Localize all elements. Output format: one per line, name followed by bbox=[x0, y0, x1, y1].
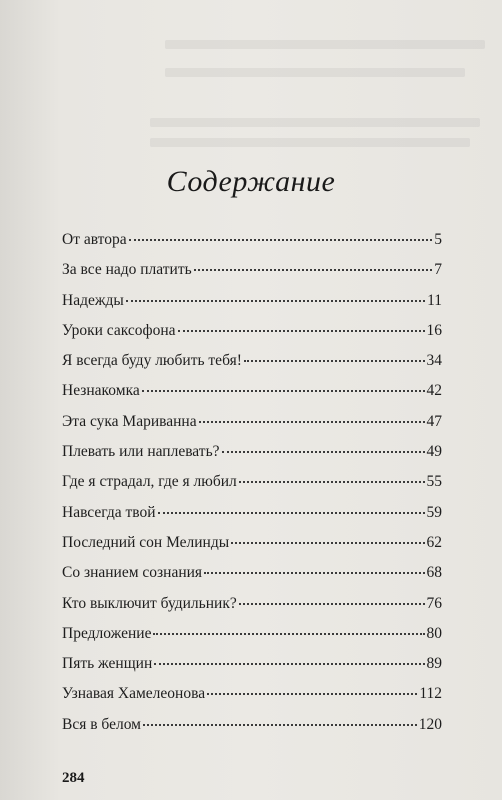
toc-entry[interactable] bbox=[62, 412, 442, 442]
dot-leader bbox=[153, 633, 424, 635]
toc-entry[interactable] bbox=[62, 260, 442, 290]
toc-entry-title: Со знанием сознания bbox=[62, 564, 203, 582]
toc-entry-title: Эта сука Мариванна bbox=[62, 412, 197, 430]
toc-entry-page: 112 bbox=[419, 685, 442, 703]
toc-entry-page: 49 bbox=[426, 443, 442, 461]
toc-entry-title: Узнавая Хамелеонова bbox=[62, 685, 206, 703]
toc-entry-page: 89 bbox=[426, 655, 442, 673]
toc-entry-page: 7 bbox=[434, 261, 442, 279]
show-through-line bbox=[165, 40, 485, 49]
dot-leader bbox=[142, 390, 425, 392]
toc-entry[interactable] bbox=[62, 230, 442, 260]
dot-leader bbox=[129, 239, 433, 241]
dot-leader bbox=[222, 451, 425, 453]
toc-entry[interactable] bbox=[62, 503, 442, 533]
dot-leader bbox=[199, 421, 425, 423]
toc-entry-title: Вся в белом bbox=[62, 715, 141, 733]
toc-entry-title: От автора bbox=[62, 231, 127, 248]
toc-entry[interactable] bbox=[62, 321, 442, 351]
dot-leader bbox=[239, 603, 425, 605]
toc-entry-title: Последний сон Мелинды bbox=[62, 533, 230, 551]
toc-entry-title: Где я страдал, где я любил bbox=[62, 473, 237, 491]
toc-entry[interactable] bbox=[62, 594, 442, 624]
show-through-line bbox=[165, 68, 465, 77]
toc-entry[interactable] bbox=[62, 563, 442, 593]
toc-entry[interactable] bbox=[62, 472, 442, 502]
toc-entry[interactable] bbox=[62, 351, 442, 381]
dot-leader bbox=[154, 663, 424, 665]
toc-entry[interactable] bbox=[62, 533, 442, 563]
table-of-contents bbox=[62, 230, 442, 745]
toc-entry[interactable] bbox=[62, 381, 442, 411]
dot-leader bbox=[207, 693, 417, 695]
toc-entry-title: Незнакомка bbox=[62, 382, 140, 400]
dot-leader bbox=[239, 481, 425, 483]
toc-entry-title: Пять женщин bbox=[62, 655, 153, 673]
toc-entry[interactable] bbox=[62, 684, 442, 714]
toc-entry-page: 59 bbox=[426, 503, 442, 521]
toc-entry-page: 80 bbox=[426, 624, 442, 642]
toc-entry-page: 68 bbox=[426, 564, 442, 582]
toc-entry-page: 47 bbox=[426, 412, 442, 430]
toc-entry-page: 5 bbox=[434, 231, 442, 248]
toc-entry-title: Кто выключит будильник? bbox=[62, 594, 237, 612]
dot-leader bbox=[244, 360, 425, 362]
dot-leader bbox=[204, 572, 424, 574]
toc-entry-page: 42 bbox=[426, 382, 442, 400]
toc-entry-title: Уроки саксофона bbox=[62, 321, 176, 339]
toc-entry-title: Навсегда твой bbox=[62, 503, 156, 521]
toc-entry-title: Предложение bbox=[62, 624, 152, 642]
toc-entry-title: За все надо платить bbox=[62, 261, 192, 279]
show-through-line bbox=[150, 138, 470, 147]
page-number: 284 bbox=[62, 770, 85, 786]
toc-entry-page: 55 bbox=[426, 473, 442, 491]
toc-entry-title: Надежды bbox=[62, 291, 124, 309]
dot-leader bbox=[178, 330, 425, 332]
dot-leader bbox=[143, 724, 417, 726]
toc-entry-page: 16 bbox=[426, 321, 442, 339]
page-title: Содержание bbox=[166, 165, 336, 198]
toc-entry[interactable] bbox=[62, 291, 442, 321]
dot-leader bbox=[126, 300, 425, 302]
show-through-line bbox=[150, 118, 480, 127]
toc-entry-page: 62 bbox=[426, 533, 442, 551]
toc-entry-page: 11 bbox=[427, 291, 442, 309]
toc-entry-page: 76 bbox=[426, 594, 442, 612]
dot-leader bbox=[231, 542, 424, 544]
toc-entry-page: 120 bbox=[418, 715, 442, 733]
dot-leader bbox=[158, 512, 425, 514]
dot-leader bbox=[194, 269, 433, 271]
toc-entry[interactable] bbox=[62, 442, 442, 472]
toc-entry[interactable] bbox=[62, 654, 442, 684]
toc-entry-title: Плевать или наплевать? bbox=[62, 443, 220, 461]
toc-entry-title: Я всегда буду любить тебя! bbox=[62, 352, 242, 370]
toc-entry[interactable] bbox=[62, 715, 442, 745]
toc-entry[interactable] bbox=[62, 624, 442, 654]
toc-entry-page: 34 bbox=[426, 352, 442, 370]
